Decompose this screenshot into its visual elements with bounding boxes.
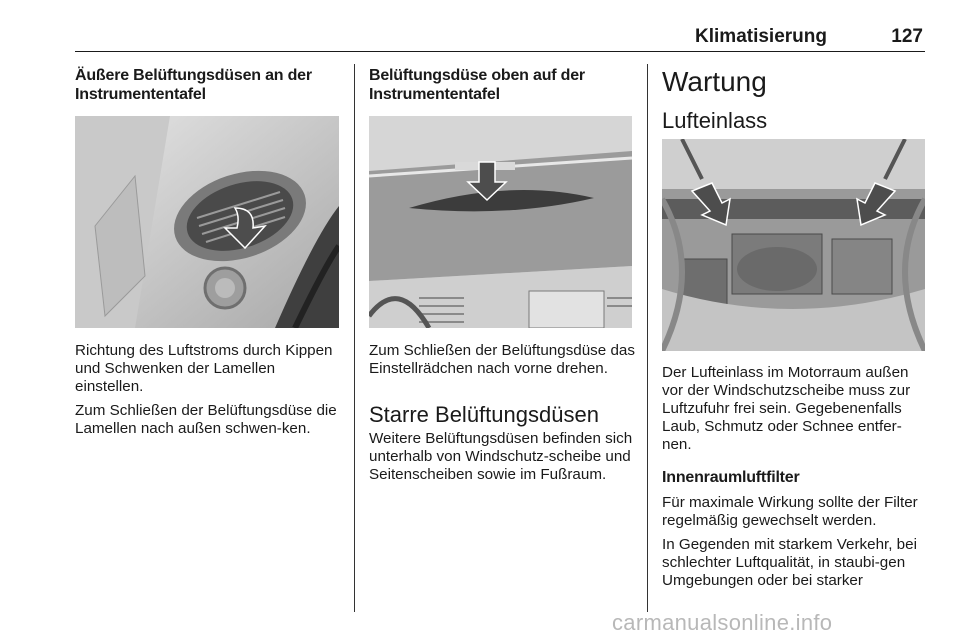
watermark: carmanualsonline.info <box>612 610 833 635</box>
column-middle <box>369 66 635 104</box>
heading-cabin-filter: Innenraumluftfilter <box>662 469 800 486</box>
paragraph-fixed-vents: Weitere Belüftungsdüsen befinden sich unterhalb von Windschutz-scheibe und Seitenscheiben sowie im Fußraum. <box>369 430 633 483</box>
paragraph-close-vent: Zum Schließen der Belüftungsdüse die Lamellen nach außen schwen-ken. <box>75 402 337 437</box>
section-title: Klimatisierung <box>695 26 827 47</box>
paragraph-filter-change: Für maximale Wirkung sollte der Filter regelmäßig gewechselt werden. <box>662 494 918 529</box>
heading-air-intake: Lufteinlass <box>662 108 768 133</box>
paragraph-airflow: Richtung des Luftstroms durch Kippen und Schwenken der Lamellen einstellen. <box>75 342 333 395</box>
column-left-text <box>75 342 341 438</box>
column-right-text <box>662 364 927 590</box>
page-header <box>75 22 925 52</box>
paragraph-adjuster-wheel: Zum Schließen der Belüftungsdüse das Einstellrädchen nach vorne drehen. <box>369 342 635 377</box>
figure-engine-bay <box>662 139 925 351</box>
column-left <box>75 66 341 104</box>
page-number: 127 <box>891 26 923 47</box>
heading-top-vent: Belüftungsdüse oben auf der Instrumententafel <box>369 67 585 103</box>
heading-outer-vents: Äußere Belüftungsdüsen an der Instrumententafel <box>75 67 312 103</box>
heading-maintenance: Wartung <box>662 66 767 97</box>
column-divider-1 <box>354 64 355 612</box>
figure-side-vent <box>75 116 339 328</box>
heading-fixed-vents: Starre Belüftungsdüsen <box>369 402 599 427</box>
paragraph-conditions: In Gegenden mit starkem Verkehr, bei schlechter Luftqualität, in staubi-gen Umgebungen oder bei starker <box>662 536 917 589</box>
column-middle-text <box>369 342 635 484</box>
figure-top-vent <box>369 116 632 328</box>
column-divider-2 <box>647 64 648 612</box>
paragraph-air-intake: Der Lufteinlass im Motorraum außen vor der Windschutzscheibe muss zur Luftzufuhr frei sein. Gegebenenfalls Laub, Schmutz oder Schnee entfer-nen. <box>662 364 911 453</box>
column-right <box>662 66 927 134</box>
